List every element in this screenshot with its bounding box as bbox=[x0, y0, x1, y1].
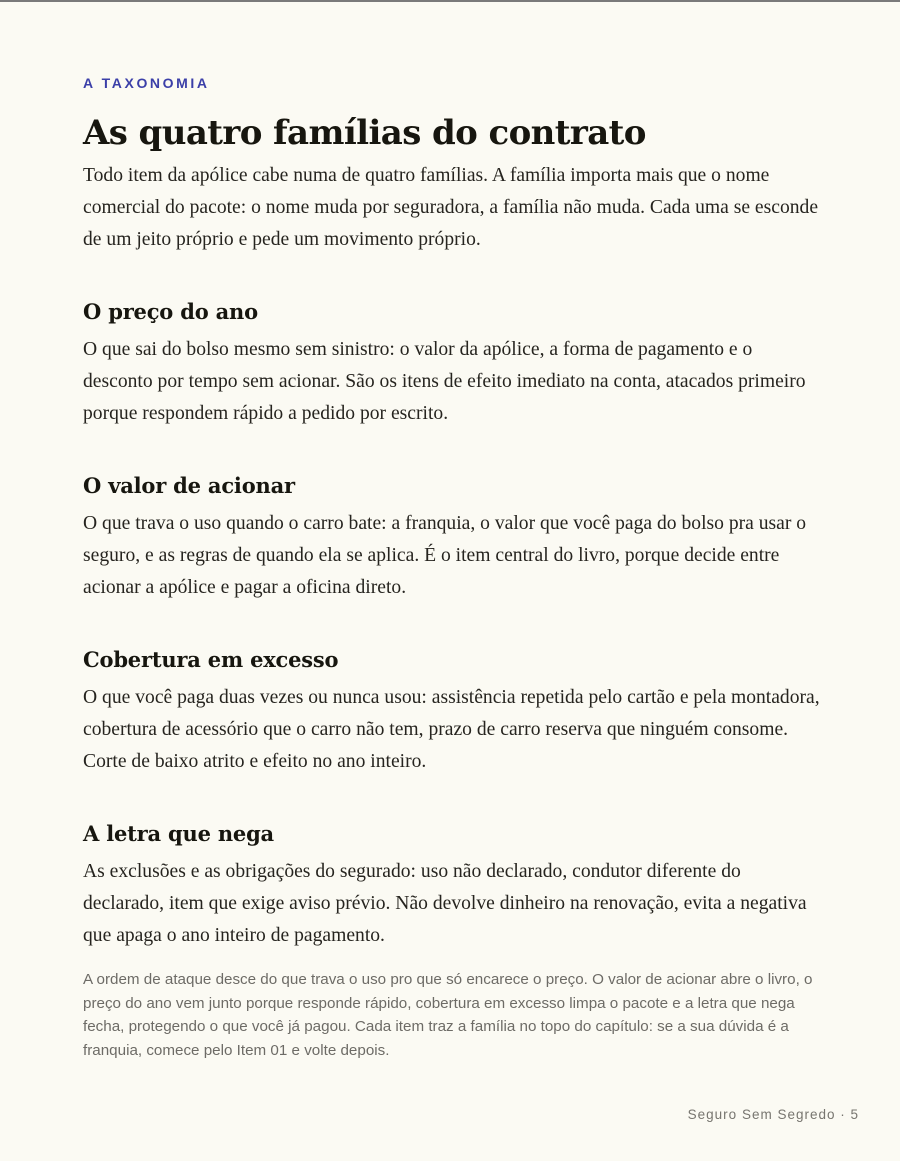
page-title: As quatro famílias do contrato bbox=[83, 113, 646, 153]
page-footer: Seguro Sem Segredo · 5 bbox=[687, 1107, 859, 1122]
section-kicker: A TAXONOMIA bbox=[83, 75, 210, 91]
section-body: As exclusões e as obrigações do segurado: uso não declarado, condutor diferente do declarado, item que exige aviso prévio. Não devolve dinheiro na renovação, evita a negativa que apaga o ano inteiro de pagamento. bbox=[83, 861, 807, 946]
section-heading: Cobertura em excesso bbox=[83, 647, 339, 672]
top-rule bbox=[0, 0, 900, 2]
section-letra-que-nega bbox=[83, 819, 823, 952]
section-body: O que sai do bolso mesmo sem sinistro: o valor da apólice, a forma de pagamento e o desconto por tempo sem acionar. São os itens de efeito imediato na conta, atacados primeiro porque respondem rápido a pedido por escrito. bbox=[83, 339, 806, 424]
section-cobertura-em-excesso bbox=[83, 645, 823, 778]
closing-note: A ordem de ataque desce do que trava o uso pro que só encarece o preço. O valor de acionar abre o livro, o preço do ano vem junto porque responde rápido, cobertura em excesso limpa o pacote e a letra que nega fecha, protegendo o que você já pagou. Cada item traz a família no topo do capítulo: se a sua dúvida é a franquia, comece pelo Item 01 e volte depois. bbox=[83, 971, 813, 1059]
section-body: O que trava o uso quando o carro bate: a franquia, o valor que você paga do bolso pra usar o seguro, e as regras de quando ela se aplica. É o item central do livro, porque decide entre acionar a apólice e pagar a oficina direto. bbox=[83, 513, 807, 598]
page-content bbox=[83, 72, 823, 1062]
section-heading: O valor de acionar bbox=[83, 473, 295, 498]
section-body: O que você paga duas vezes ou nunca usou: assistência repetida pelo cartão e pela montadora, cobertura de acessório que o carro não tem, prazo de carro reserva que ninguém consome. Corte de baixo atrito e efeito no ano inteiro. bbox=[83, 687, 820, 772]
section-valor-de-acionar bbox=[83, 471, 823, 604]
section-heading: O preço do ano bbox=[83, 299, 258, 324]
section-heading: A letra que nega bbox=[83, 821, 274, 846]
intro-paragraph: Todo item da apólice cabe numa de quatro famílias. A família importa mais que o nome comercial do pacote: o nome muda por seguradora, a família não muda. Cada uma se esconde de um jeito próprio e pede um movimento próprio. bbox=[83, 165, 819, 250]
section-preco-do-ano bbox=[83, 297, 823, 430]
